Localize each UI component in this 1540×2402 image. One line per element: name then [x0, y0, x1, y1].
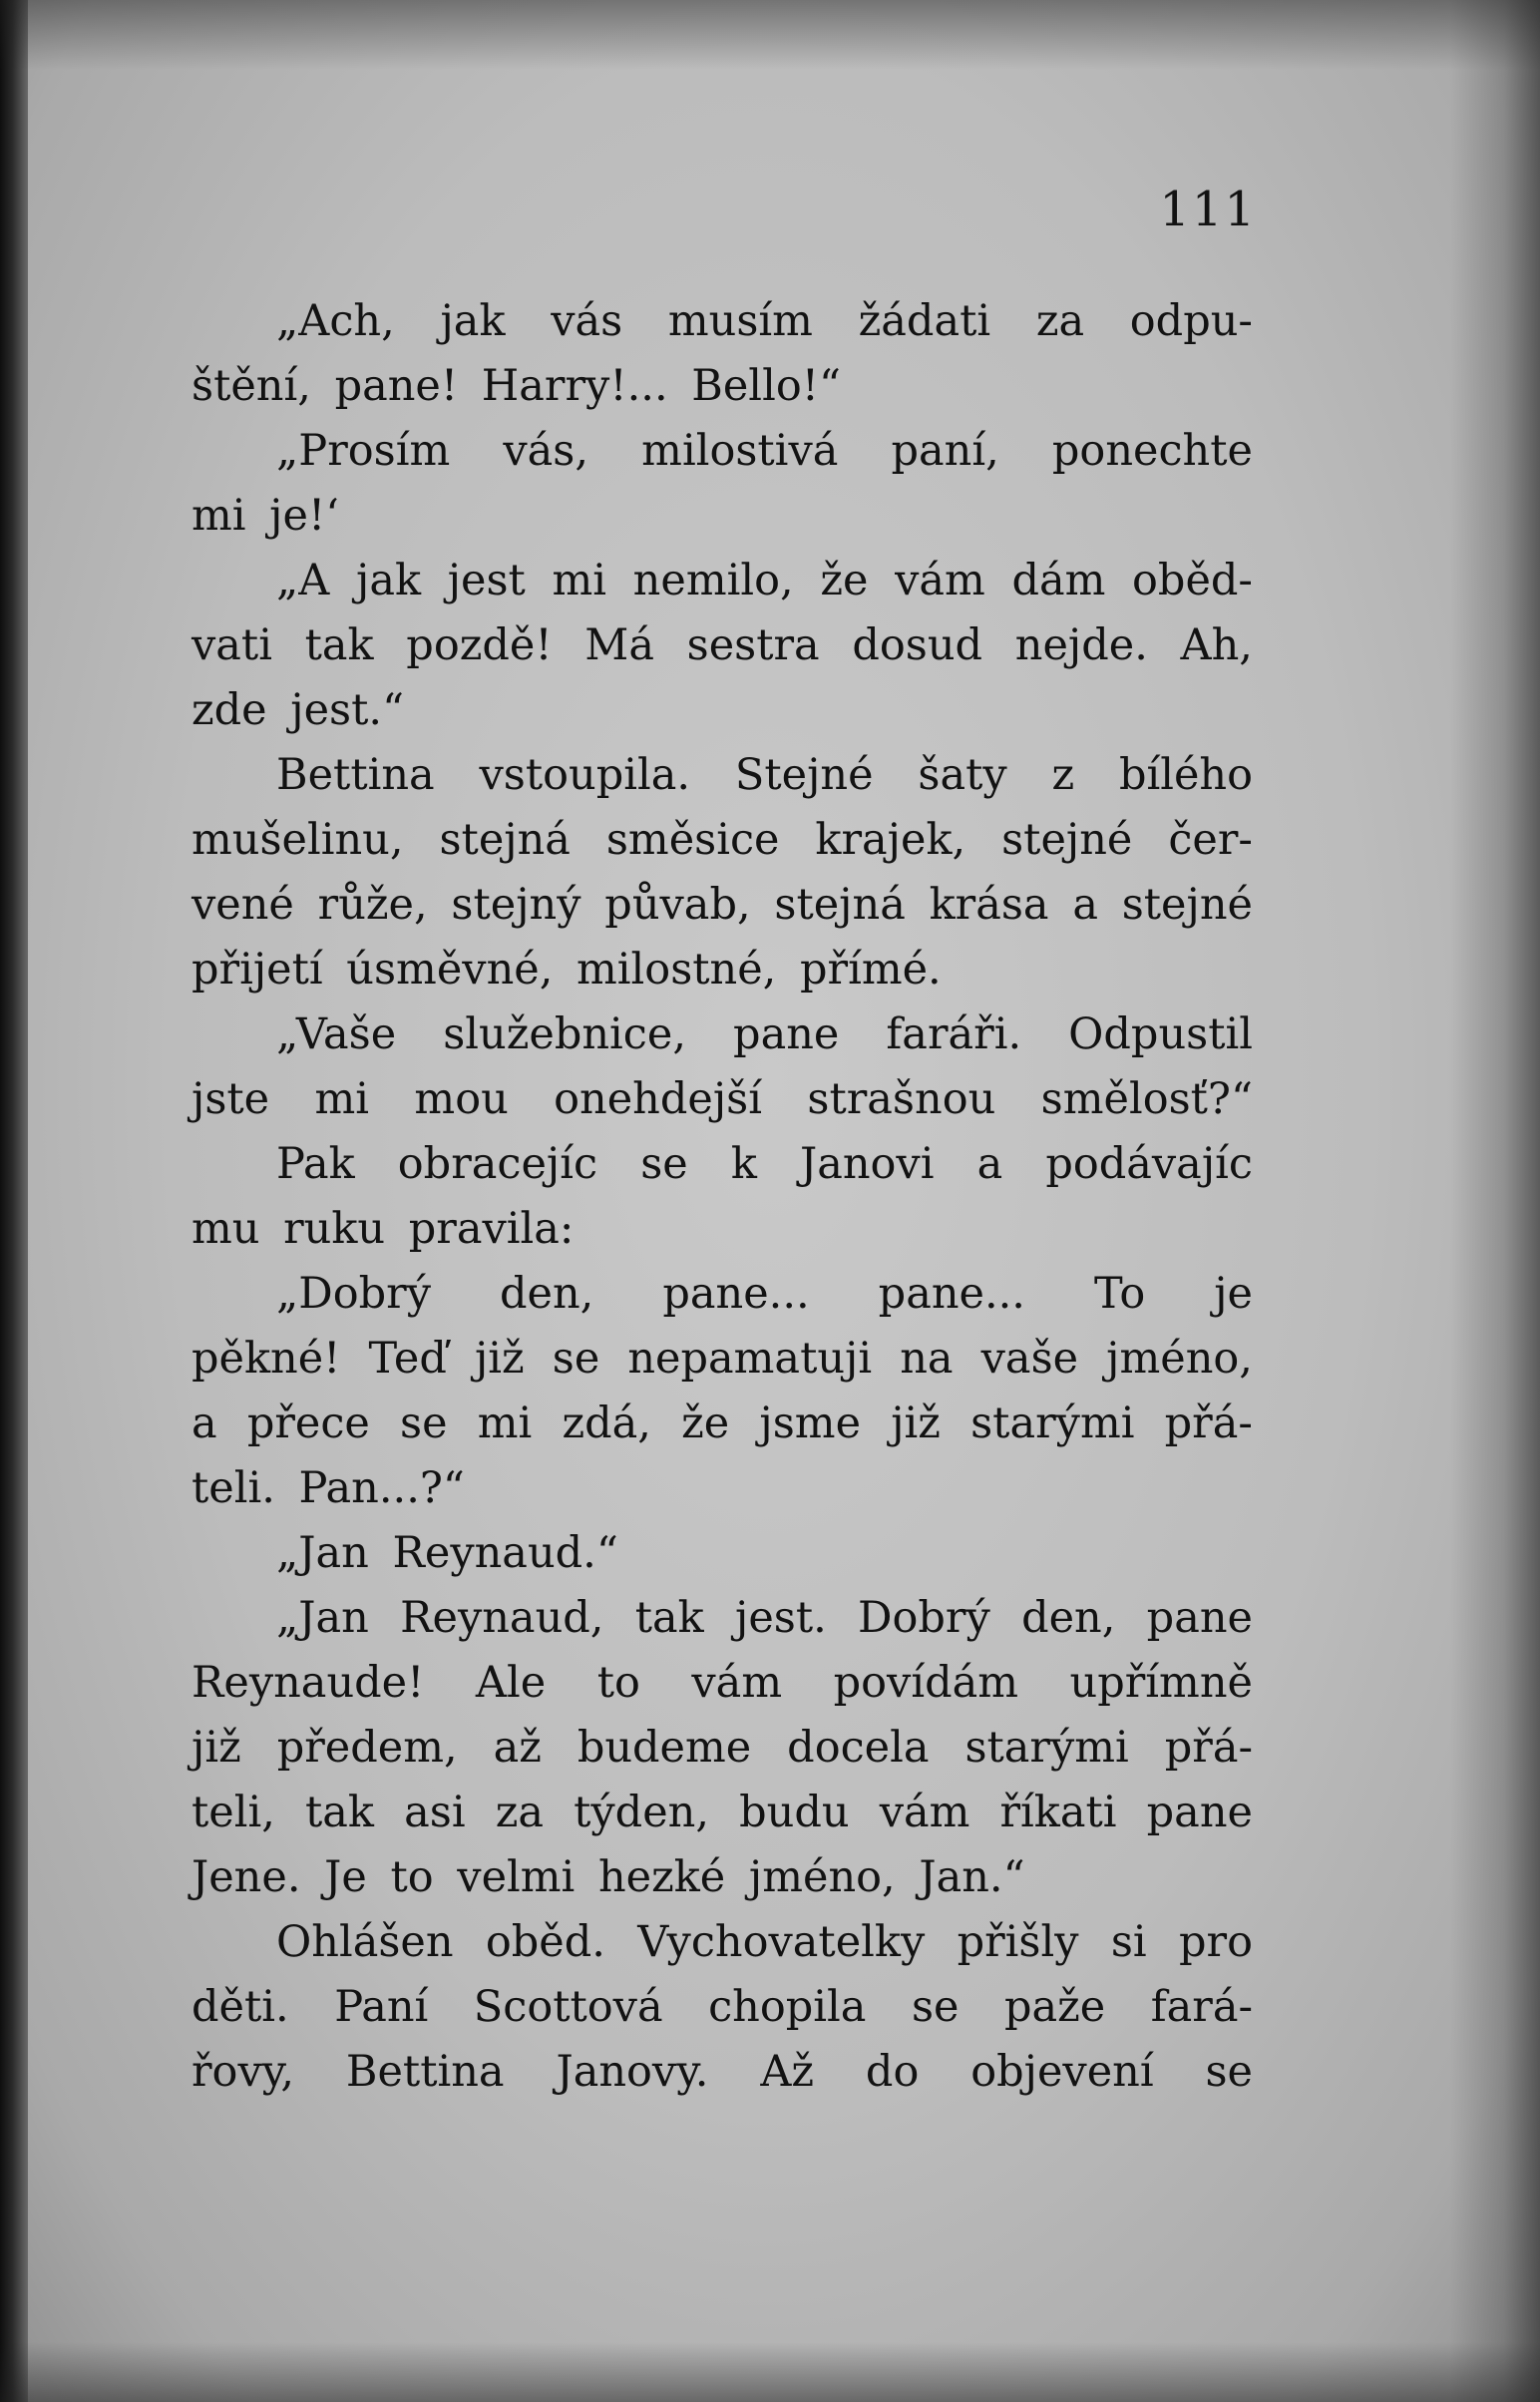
word: to	[390, 1852, 434, 1902]
word: se	[640, 1139, 688, 1189]
word: jest.	[734, 1593, 827, 1643]
word: pane	[1146, 1593, 1253, 1643]
page-edge-shadow	[1450, 0, 1540, 2402]
word: je	[1214, 1269, 1253, 1319]
word: vené	[192, 880, 294, 930]
word: do	[865, 2047, 920, 2097]
word: To	[1093, 1269, 1146, 1319]
text-line	[192, 1586, 1253, 1651]
word: musím	[667, 296, 813, 346]
text-line	[192, 289, 1253, 354]
word: milostivá	[641, 426, 839, 476]
word: Janovy.	[556, 2047, 709, 2097]
word: nepamatuji	[627, 1334, 873, 1384]
word: jméno,	[748, 1852, 896, 1902]
text-line	[192, 2040, 1253, 2105]
word: na	[900, 1334, 954, 1384]
word: mou	[414, 1074, 509, 1124]
word: z	[1051, 750, 1075, 800]
word: pane...	[878, 1269, 1025, 1319]
word: vám	[895, 556, 985, 605]
word: že	[820, 556, 869, 605]
word: onehdejší	[554, 1074, 763, 1124]
word: je!‘	[269, 491, 339, 541]
word: tak	[305, 1788, 374, 1837]
word: vám	[691, 1658, 783, 1708]
page-number: 111	[1159, 182, 1257, 237]
word: zdá,	[562, 1399, 651, 1448]
word: nemilo,	[632, 556, 794, 605]
word: Reynaud.“	[392, 1528, 618, 1578]
word: děti.	[192, 1982, 289, 2032]
text-line	[192, 1845, 1253, 1910]
word: přece	[246, 1399, 370, 1448]
word: Ah,	[1180, 620, 1253, 670]
word: den,	[500, 1269, 594, 1319]
word: pane...	[662, 1269, 810, 1319]
word: Teď	[368, 1334, 447, 1384]
word: jest.“	[290, 685, 405, 735]
word: Janovi	[799, 1139, 935, 1189]
word: starými	[964, 1723, 1129, 1773]
word: jsme	[759, 1399, 862, 1448]
word: a	[192, 1399, 217, 1448]
word: si	[1110, 1917, 1147, 1967]
word: obracejíc	[397, 1139, 598, 1189]
text-line	[192, 808, 1253, 873]
word: již	[474, 1334, 525, 1384]
word: asi	[404, 1788, 466, 1837]
page-binding-shadow	[0, 0, 28, 2402]
word: Stejné	[734, 750, 874, 800]
word: Reynaud,	[400, 1593, 604, 1643]
word: Paní	[334, 1982, 429, 2032]
text-line	[192, 678, 1253, 743]
word: oběd-	[1132, 556, 1253, 605]
word: Jene.	[192, 1852, 301, 1902]
text-line	[192, 1327, 1253, 1392]
word: jak	[440, 296, 506, 346]
word: čer-	[1168, 815, 1253, 865]
word: a	[976, 1139, 1003, 1189]
word: objevení	[970, 2047, 1154, 2097]
word: přímé.	[800, 945, 942, 995]
word: vás	[551, 296, 623, 346]
word: půvab,	[604, 880, 751, 930]
word: úsměvné,	[346, 945, 554, 995]
word: zde	[192, 685, 267, 735]
word: týden,	[574, 1788, 710, 1837]
word: starými	[970, 1399, 1135, 1448]
word: mi	[314, 1074, 370, 1124]
word: mušelinu,	[192, 815, 404, 865]
body-text	[192, 289, 1253, 2105]
word: pozdě!	[406, 620, 553, 670]
word: stejná	[774, 880, 906, 930]
word: budeme	[577, 1723, 752, 1773]
text-line	[192, 1067, 1253, 1132]
word: krása	[929, 880, 1049, 930]
word: „Ach,	[276, 296, 395, 346]
word: stejný	[451, 880, 581, 930]
word: Vychovatelky	[637, 1917, 926, 1967]
word: Dobrý	[858, 1593, 990, 1643]
word: „A	[276, 556, 330, 605]
word: přá-	[1164, 1723, 1253, 1773]
word: Scottová	[473, 1982, 663, 2032]
word: teli,	[192, 1788, 275, 1837]
word: jméno,	[1106, 1334, 1253, 1384]
word: za	[1035, 296, 1085, 346]
word: jste	[192, 1074, 270, 1124]
word: pane!	[334, 361, 459, 411]
word: Pan...?“	[298, 1463, 465, 1513]
text-line	[192, 484, 1253, 549]
word: mi	[192, 491, 246, 541]
word: den,	[1021, 1593, 1116, 1643]
text-line	[192, 1456, 1253, 1521]
word: „Dobrý	[276, 1269, 432, 1319]
word: podávajíc	[1045, 1139, 1253, 1189]
text-line	[192, 1197, 1253, 1262]
text-line	[192, 1975, 1253, 2040]
word: pěkné!	[192, 1334, 341, 1384]
word: krajek,	[815, 815, 966, 865]
text-line	[192, 1392, 1253, 1456]
word: Bettina	[276, 750, 435, 800]
word: Reynaude!	[192, 1658, 425, 1708]
word: se	[1205, 2047, 1253, 2097]
word: a	[1072, 880, 1098, 930]
word: se	[552, 1334, 600, 1384]
word: velmi	[457, 1852, 576, 1902]
text-line	[192, 1910, 1253, 1975]
page-top-shadow	[0, 0, 1540, 70]
word: „Vaše	[276, 1009, 397, 1059]
word: růže,	[317, 880, 428, 930]
word: Ohlášen	[276, 1917, 454, 1967]
word: Harry!...	[481, 361, 668, 411]
word: k	[730, 1139, 757, 1189]
text-line	[192, 938, 1253, 1002]
word: stejná	[439, 815, 571, 865]
word: Až	[760, 2047, 815, 2097]
word: vám	[879, 1788, 970, 1837]
word: směsice	[605, 815, 780, 865]
text-line	[192, 1781, 1253, 1845]
word: vstoupila.	[479, 750, 691, 800]
text-line	[192, 613, 1253, 678]
text-line	[192, 1132, 1253, 1197]
word: za	[495, 1788, 544, 1837]
word: jak	[356, 556, 422, 605]
text-line	[192, 743, 1253, 808]
text-line	[192, 1651, 1253, 1716]
word: docela	[787, 1723, 930, 1773]
text-line	[192, 549, 1253, 613]
word: bílého	[1118, 750, 1253, 800]
word: chopila	[708, 1982, 867, 2032]
word: povídám	[833, 1658, 1019, 1708]
word: jest	[447, 556, 526, 605]
word: Bello!“	[691, 361, 841, 411]
word: stejné	[1001, 815, 1133, 865]
word: přijetí	[192, 945, 323, 995]
word: teli.	[192, 1463, 275, 1513]
word: Ale	[475, 1658, 547, 1708]
word: Jan.“	[919, 1852, 1025, 1902]
word: předem,	[276, 1723, 458, 1773]
text-line	[192, 1716, 1253, 1781]
word: nejde.	[1014, 620, 1148, 670]
word: tak	[304, 620, 374, 670]
word: mi	[477, 1399, 533, 1448]
word: Je	[324, 1852, 367, 1902]
word: přišly	[957, 1917, 1079, 1967]
word: paže	[1003, 1982, 1106, 2032]
word: to	[596, 1658, 640, 1708]
word: pane	[1146, 1788, 1253, 1837]
word: smělosť?“	[1040, 1074, 1253, 1124]
word: říkati	[999, 1788, 1117, 1837]
word: budu	[739, 1788, 850, 1837]
word: pro	[1178, 1917, 1253, 1967]
word: Bettina	[345, 2047, 505, 2097]
word: hezké	[597, 1852, 726, 1902]
word: dám	[1011, 556, 1106, 605]
word: mi	[552, 556, 607, 605]
word: již	[192, 1723, 241, 1773]
word: až	[493, 1723, 542, 1773]
word: milostné,	[577, 945, 777, 995]
text-line	[192, 354, 1253, 419]
word: přá-	[1164, 1399, 1253, 1448]
text-line	[192, 873, 1253, 938]
word: dosud	[852, 620, 983, 670]
word: mu	[192, 1204, 260, 1254]
word: že	[681, 1399, 730, 1448]
word: paní,	[891, 426, 999, 476]
word: řovy,	[192, 2047, 294, 2097]
word: odpu-	[1129, 296, 1253, 346]
word: sestra	[686, 620, 820, 670]
word: pane	[733, 1009, 840, 1059]
word: „Jan	[276, 1593, 369, 1643]
word: ponechte	[1051, 426, 1253, 476]
text-line	[192, 1002, 1253, 1067]
word: stejné	[1121, 880, 1253, 930]
word: štění,	[192, 361, 311, 411]
text-line	[192, 1262, 1253, 1327]
word: „Jan	[276, 1528, 369, 1578]
word: vaše	[980, 1334, 1079, 1384]
word: faráři.	[886, 1009, 1022, 1059]
word: tak	[634, 1593, 704, 1643]
text-line	[192, 419, 1253, 484]
word: pravila:	[408, 1204, 575, 1254]
word: šaty	[918, 750, 1007, 800]
word: strašnou	[807, 1074, 996, 1124]
word: ruku	[283, 1204, 386, 1254]
word: „Prosím	[276, 426, 451, 476]
word: služebnice,	[443, 1009, 687, 1059]
word: se	[911, 1982, 960, 2032]
word: Má	[584, 620, 654, 670]
word: se	[400, 1399, 448, 1448]
word: Odpustil	[1068, 1009, 1253, 1059]
word: žádati	[858, 296, 991, 346]
word: již	[891, 1399, 941, 1448]
word: oběd.	[485, 1917, 605, 1967]
word: upřímně	[1069, 1658, 1253, 1708]
word: vás,	[503, 426, 589, 476]
word: Pak	[276, 1139, 355, 1189]
text-line	[192, 1521, 1253, 1586]
page-bottom-shadow	[0, 2342, 1540, 2402]
word: vati	[192, 620, 272, 670]
word: fará-	[1150, 1982, 1253, 2032]
